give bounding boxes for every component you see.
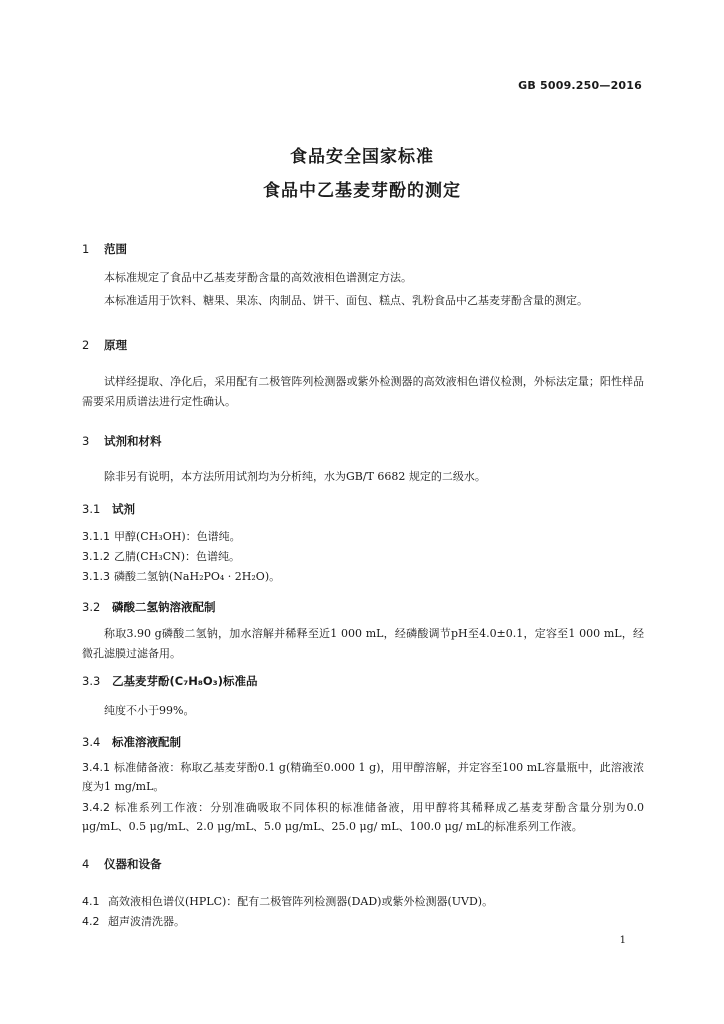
section-number: 2 <box>82 338 90 352</box>
item-text: 乙腈(CH₃CN)：色谱纯。 <box>114 550 241 563</box>
item-text: 标准系列工作液：分别准确吸取不同体积的标准储备液，用甲醇将其稀释成乙基麦芽酚含量分别为0.0 μg/mL、0.5 μg/mL、2.0 μg/mL、5.0 μg/mL、25.0 μg/ mL、100.0 μg/ mL的标准系列工作液。 <box>82 801 644 833</box>
section-1-heading <box>82 241 127 257</box>
section-number: 1 <box>82 242 90 256</box>
section-2-paragraph-1: 试样经提取、净化后，采用配有二极管阵列检测器或紫外检测器的高效液相色谱仪检测，外标法定量；阳性样品需要采用质谱法进行定性确认。 <box>82 375 644 408</box>
section-1-paragraph-2: 本标准适用于饮料、糖果、果冻、肉制品、饼干、面包、糕点、乳粉食品中乙基麦芽酚含量的测定。 <box>104 294 588 307</box>
document-title-line1: 食品安全国家标准 <box>290 147 434 167</box>
section-title: 范围 <box>104 242 127 256</box>
section-3-1-heading <box>82 501 135 517</box>
section-title: 试剂和材料 <box>104 434 162 448</box>
item-3-1-3 <box>82 567 644 586</box>
item-3-4-2 <box>82 798 644 836</box>
section-number: 3.4 <box>82 735 101 749</box>
section-2-heading <box>82 337 127 353</box>
item-number: 3.4.1 <box>82 761 110 774</box>
section-3-2-paragraph-1: 称取3.90 g磷酸二氢钠，加水溶解并稀释至近1 000 mL，经磷酸调节pH至4.0±0.1，定容至1 000 mL，经微孔滤膜过滤备用。 <box>82 627 644 660</box>
item-text: 甲醇(CH₃OH)：色谱纯。 <box>114 530 241 543</box>
item-number: 3.1.1 <box>82 530 110 543</box>
item-3-1-2 <box>82 547 644 566</box>
item-number: 4.2 <box>82 915 100 928</box>
section-number: 4 <box>82 857 90 871</box>
section-title: 试剂 <box>112 502 135 516</box>
section-number: 3 <box>82 434 90 448</box>
item-4-2 <box>82 912 644 931</box>
section-1-paragraph-1: 本标准规定了食品中乙基麦芽酚含量的高效液相色谱测定方法。 <box>104 271 412 284</box>
item-3-1-1 <box>82 527 644 546</box>
section-number: 3.2 <box>82 600 101 614</box>
section-number: 3.1 <box>82 502 101 516</box>
document-title-line2: 食品中乙基麦芽酚的测定 <box>263 181 461 201</box>
item-3-4-1 <box>82 758 644 796</box>
item-text: 超声波清洗器。 <box>108 915 185 928</box>
section-title: 乙基麦芽酚(C₇H₈O₃)标准品 <box>112 674 258 688</box>
section-3-4-heading <box>82 734 181 750</box>
standard-number: GB 5009.250—2016 <box>518 79 642 92</box>
item-text: 标准储备液：称取乙基麦芽酚0.1 g(精确至0.000 1 g)，用甲醇溶解，并定容至100 mL容量瓶中，此溶液浓度为1 mg/mL。 <box>82 761 644 793</box>
section-title: 原理 <box>104 338 127 352</box>
section-3-heading <box>82 433 162 449</box>
page-number: 1 <box>619 935 626 946</box>
item-text: 高效液相色谱仪(HPLC)：配有二极管阵列检测器(DAD)或紫外检测器(UVD)。 <box>108 895 494 908</box>
section-3-3-heading <box>82 673 257 689</box>
item-text: 磷酸二氢钠(NaH₂PO₄ · 2H₂O)。 <box>114 570 281 583</box>
section-3-2-heading <box>82 599 216 615</box>
section-title: 仪器和设备 <box>104 857 162 871</box>
item-number: 3.1.3 <box>82 570 110 583</box>
item-number: 4.1 <box>82 895 100 908</box>
item-4-1 <box>82 892 644 911</box>
section-title: 标准溶液配制 <box>112 735 181 749</box>
section-number: 3.3 <box>82 674 101 688</box>
section-3-3-paragraph-1: 纯度不小于99%。 <box>104 704 195 717</box>
item-number: 3.1.2 <box>82 550 110 563</box>
item-number: 3.4.2 <box>82 801 110 814</box>
section-4-heading <box>82 856 162 872</box>
section-title: 磷酸二氢钠溶液配制 <box>112 600 216 614</box>
section-3-paragraph-1: 除非另有说明，本方法所用试剂均为分析纯，水为GB/T 6682 规定的二级水。 <box>104 470 486 483</box>
